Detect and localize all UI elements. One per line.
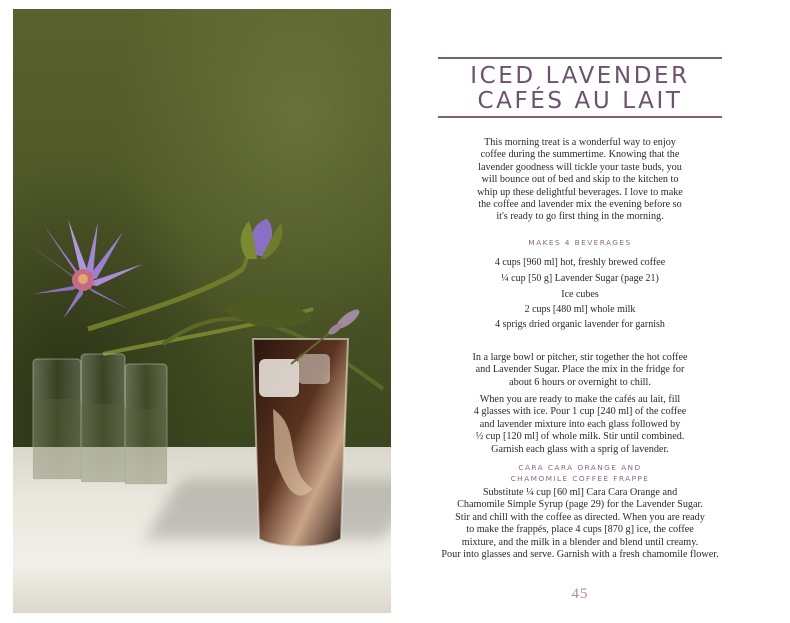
yield-heading: MAKES 4 BEVERAGES	[528, 238, 632, 247]
variation-heading-line-2: CHAMOMILE COFFEE FRAPPE	[510, 474, 650, 483]
intro-line: will bounce out of bed and skip to the kitchen to	[481, 174, 679, 186]
page-number: 45	[571, 586, 589, 602]
method-line: ½ cup [120 ml] of whole milk. Stir until combined.	[475, 431, 685, 443]
recipe-intro	[438, 137, 722, 224]
recipe-title-line-2: CAFÉS AU LAIT	[477, 88, 683, 114]
recipe-photo	[13, 9, 391, 613]
method-line: Garnish each glass with a sprig of lavender.	[491, 443, 669, 455]
variation-line: Chamomile Simple Syrup (page 29) for the Lavender Sugar.	[457, 499, 703, 511]
flower-bud-icon	[241, 219, 283, 259]
ingredient-item: 4 sprigs dried organic lavender for garnish	[495, 319, 665, 330]
variation-line: Substitute ¼ cup [60 ml] Cara Cara Orange and	[482, 487, 678, 498]
intro-line: This morning treat is a wonderful way to enjoy	[484, 137, 676, 148]
ingredient-item: ¼ cup [50 g] Lavender Sugar (page 21)	[501, 273, 659, 284]
variation-line: mixture, and the milk in a blender and blend until creamy.	[461, 536, 699, 548]
title-rule-bottom	[438, 116, 722, 118]
iced-coffee-glass	[253, 339, 348, 547]
method-line: about 6 hours or overnight to chill.	[509, 376, 651, 388]
ingredient-item: 2 cups [480 ml] whole milk	[524, 304, 636, 315]
variation-line: Stir and chill with the coffee as directed. When you are ready	[455, 511, 705, 523]
variation-text	[438, 487, 722, 561]
method-line: and Lavender Sugar. Place the mix in the fridge for	[475, 364, 685, 376]
intro-line: it's ready to go first thing in the morning.	[496, 211, 664, 223]
ice-cube-icon	[259, 359, 299, 397]
still-life-illustration	[13, 9, 391, 613]
method-line: and lavender mixture into each glass followed by	[479, 418, 681, 430]
ingredient-item: 4 cups [960 ml] hot, freshly brewed coffee	[494, 257, 666, 268]
method-step-2	[438, 394, 722, 456]
recipe-title-line-1: ICED LAVENDER	[470, 63, 690, 89]
lily-leaf-icon	[223, 298, 313, 328]
method-line: When you are ready to make the cafés au lait, fill	[479, 394, 681, 405]
method-step-1	[438, 352, 722, 389]
intro-line: coffee during the summertime. Knowing that the	[480, 149, 680, 161]
title-rule-top	[438, 57, 722, 59]
intro-line: whip up these delightful beverages. I love to make	[477, 186, 683, 198]
intro-line: the coffee and lavender mix the evening before so	[478, 199, 682, 211]
water-glasses	[33, 354, 167, 484]
intro-line: lavender goodness will tickle your taste buds, you	[478, 161, 682, 173]
ingredient-item: Ice cubes	[561, 289, 599, 300]
variation-line: to make the frappés, place 4 cups [870 g] ice, the coffee	[466, 524, 694, 536]
method-line: 4 glasses with ice. Pour 1 cup [240 ml] of the coffee	[473, 406, 687, 418]
method-line: In a large bowl or pitcher, stir together the hot coffee	[472, 352, 688, 363]
variation-line: Pour into glasses and serve. Garnish with a fresh chamomile flower.	[441, 549, 719, 561]
water-lily-icon	[28, 219, 143, 319]
variation-heading-line-1: CARA CARA ORANGE AND	[518, 463, 642, 472]
